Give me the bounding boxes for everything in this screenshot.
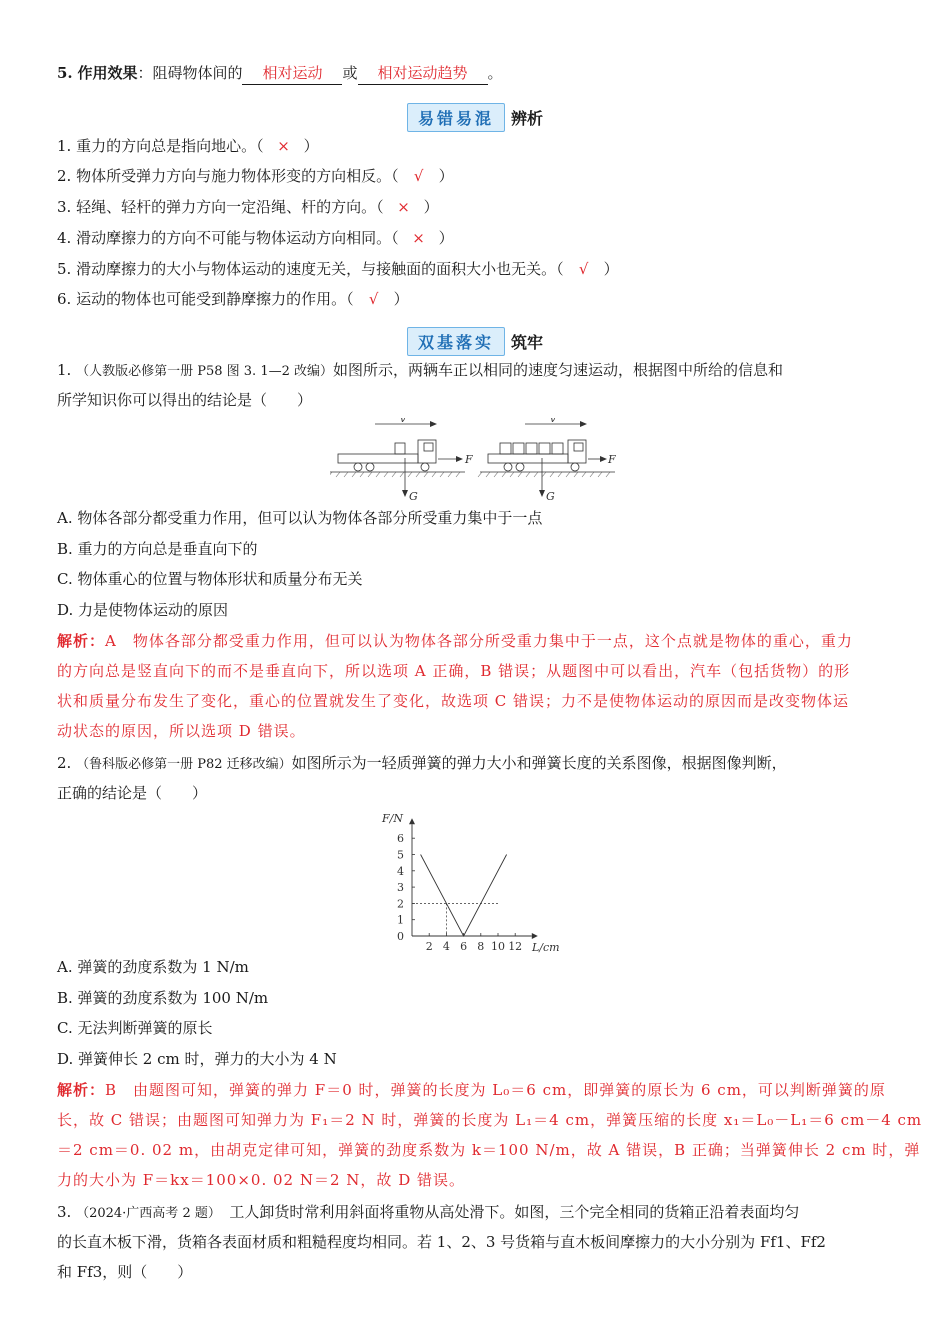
answer-mark: × (412, 229, 425, 247)
q2-option: B. 弹簧的劲度系数为 100 N/m (57, 989, 269, 1007)
series-line (421, 855, 507, 937)
intro-text-c: 。 (487, 64, 503, 82)
y-tick-label: 5 (397, 848, 404, 862)
truck-left (330, 418, 473, 503)
section-header-basics (0, 327, 950, 355)
spring-chart (372, 806, 582, 956)
q1-option: D. 力是使物体运动的原因 (57, 601, 229, 619)
section-tag: 双基落实 (407, 327, 505, 356)
judgment-item: 3. 轻绳、轻杆的弹力方向一定沿绳、杆的方向。（ × ） (57, 198, 439, 216)
judgment-item: 6. 运动的物体也可能受到静摩擦力的作用。（ √ ） (57, 290, 409, 308)
answer-mark: × (397, 198, 410, 216)
velocity-label: v (400, 418, 406, 425)
force-label: F (465, 453, 473, 466)
answer-mark: √ (578, 260, 589, 278)
section-sub: 筑牢 (511, 332, 544, 352)
q2-stem: 2. （鲁科版必修第一册 P82 迁移改编）如图所示为一轻质弹簧的弹力大小和弹簧长度的关系图像，根据图像判断， (57, 754, 787, 772)
y-tick-label: 6 (397, 832, 404, 846)
y-tick-label: 2 (397, 897, 404, 911)
x-tick-label: 10 (491, 940, 505, 953)
q1-stem: 1. （人教版必修第一册 P58 图 3. 1—2 改编）如图所示，两辆车正以相同的速度匀速运动，根据图中所给的信息和 (57, 361, 784, 379)
chart-x-label: L/cm (532, 941, 560, 954)
q2-analysis: 解析：B 由题图可知，弹簧的弹力 F＝0 时，弹簧的长度为 L₀＝6 cm，即弹簧的原长为 6 cm，可以判断弹簧的原 (57, 1081, 886, 1099)
analysis-label: 解析： (57, 632, 106, 650)
intro-text-b: 或 (342, 64, 358, 82)
q2-stem-cont: 正确的结论是（ ） (57, 784, 208, 802)
q2-source: （鲁科版必修第一册 P82 迁移改编） (76, 757, 292, 772)
section-tag: 易错易混 (407, 103, 505, 132)
q2-option: D. 弹簧伸长 2 cm 时，弹力的大小为 4 N (57, 1050, 337, 1068)
q1-analysis: 动状态的原因，所以选项 D 错误。 (57, 722, 306, 740)
y-axis-arrow (409, 818, 415, 824)
force-label: F (608, 453, 616, 466)
gravity-label: G (409, 490, 418, 503)
truck-figure (330, 418, 620, 506)
x-tick-label: 6 (460, 940, 468, 953)
x-tick-label: 8 (477, 940, 485, 953)
intro-num: 5. (57, 64, 73, 82)
x-tick-label: 2 (425, 940, 433, 953)
answer-blank-1: 相对运动 (242, 62, 342, 85)
q2-option: A. 弹簧的劲度系数为 1 N/m (57, 958, 249, 976)
y-tick-label: 0 (397, 930, 404, 943)
velocity-label: v (550, 418, 556, 425)
y-tick-label: 1 (397, 913, 404, 927)
q3-stem: 3. （2024·广西高考 2 题） 工人卸货时常利用斜面将重物从高处滑下。如图，三个完全相同的货箱正沿着表面均匀 (57, 1203, 800, 1221)
answer-mark: √ (368, 290, 379, 308)
x-axis-arrow (532, 933, 538, 939)
q2-analysis: 长，故 C 错误；由题图可知弹力为 F₁＝2 N 时，弹簧的长度为 L₁＝4 cm，弹簧压缩的长度 x₁＝L₀－L₁＝6 cm－4 cm (57, 1111, 923, 1129)
judgment-item: 4. 滑动摩擦力的方向不可能与物体运动方向相同。（ × ） (57, 229, 454, 247)
q1-analysis: 状和质量分布发生了变化，重心的位置就发生了变化，故选项 C 错误；力不是使物体运动的原因而是改变物体运 (57, 692, 850, 710)
q1-option: B. 重力的方向总是垂直向下的 (57, 540, 258, 558)
chart-y-label: F/N (382, 812, 403, 825)
section-header-errors (0, 103, 950, 131)
q3-source: （2024·广西高考 2 题） (76, 1206, 215, 1221)
q3-stem-cont: 和 Ff3，则（ ） (57, 1263, 193, 1281)
q2-option: C. 无法判断弹簧的原长 (57, 1019, 213, 1037)
q1-option: A. 物体各部分都受重力作用，但可以认为物体各部分所受重力集中于一点 (57, 509, 543, 527)
q2-analysis: 力的大小为 F＝kx＝100×0. 02 N＝2 N，故 D 错误。 (57, 1171, 465, 1189)
intro-label: 作用效果 (77, 64, 138, 82)
judgment-item: 1. 重力的方向总是指向地心。（ × ） (57, 137, 319, 155)
y-tick-label: 4 (397, 864, 404, 878)
x-tick-label: 12 (508, 940, 523, 953)
judgment-item: 2. 物体所受弹力方向与施力物体形变的方向相反。（ √ ） (57, 167, 454, 185)
gravity-label: G (546, 490, 555, 503)
intro-text-a: ：阻碍物体间的 (137, 64, 243, 82)
answer-blank-2: 相对运动趋势 (358, 62, 488, 85)
q1-source: （人教版必修第一册 P58 图 3. 1—2 改编） (76, 364, 333, 379)
answer-mark: √ (413, 167, 424, 185)
judgment-item: 5. 滑动摩擦力的大小与物体运动的速度无关，与接触面的面积大小也无关。（ √ ） (57, 260, 619, 278)
q3-stem-cont: 的长直木板下滑，货箱各表面材质和粗糙程度均相同。若 1、2、3 号货箱与直木板间摩擦力的大小分别为 Ff1、Ff2 (57, 1233, 826, 1251)
q1-option: C. 物体重心的位置与物体形状和质量分布无关 (57, 570, 363, 588)
x-tick-label: 4 (442, 940, 450, 953)
answer-mark: × (277, 137, 290, 155)
y-tick-label: 3 (397, 881, 404, 895)
q1-stem-cont: 所学知识你可以得出的结论是（ ） (57, 391, 313, 409)
q2-analysis: ＝2 cm＝0. 02 m，由胡克定律可知，弹簧的劲度系数为 k＝100 N/m，故 A 错误，B 正确；当弹簧伸长 2 cm 时，弹 (57, 1141, 921, 1159)
analysis-label: 解析： (57, 1081, 106, 1099)
intro-line (57, 62, 890, 85)
truck-right (478, 418, 616, 503)
q1-analysis: 的方向总是竖直向下的而不是垂直向下，所以选项 A 正确，B 错误；从题图中可以看出，汽车（包括货物）的形 (57, 662, 851, 680)
q1-analysis: 解析：A 物体各部分都受重力作用，但可以认为物体各部分所受重力集中于一点，这个点就是物体的重心，重力 (57, 632, 853, 650)
section-sub: 辨析 (511, 108, 544, 128)
